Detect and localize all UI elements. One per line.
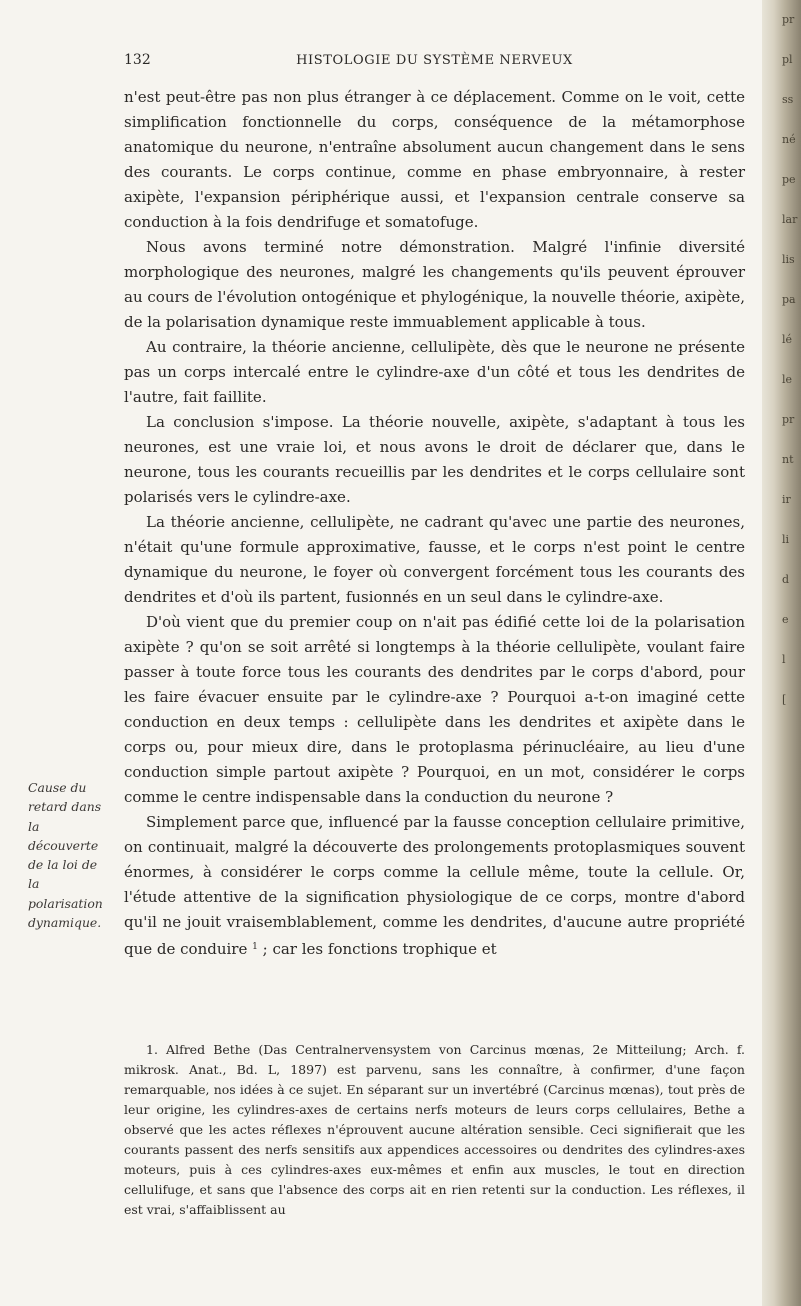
edge-glyph: l xyxy=(782,653,786,666)
footnote: 1. Alfred Bethe (Das Centralnervensystem von Carcinus mœnas, 2e Mitteilung; Arch. f. mikrosk. Anat., Bd. L, 1897) est parvenu, sans les connaître, à confirmer, d'une façon remarquable, nos idées à ce sujet. En séparant sur un invertébré (Carcinus mœnas), tout près de leur origine, les cylindres-axes de certains nerfs moteurs de leurs corps cellulaires, Bethe a observé que les actes réflexes n'éprouvent aucune altération sensible. Ceci signifierait que les courants passent des nerfs sensitifs aux appendices accessoires ou dendrites des cylindres-axes moteurs, puis à ces cylindres-axes eux-mêmes et enfin aux muscles, le tout en direction cellulifuge, et sans que l'absence des corps ait en rien retenti sur la conduction. Les réflexes, il est vrai, s'affaiblissent au xyxy=(124,1042,745,1217)
paragraph: La théorie ancienne, cellulipète, ne cadrant qu'avec une partie des neurones, n'était qu'une formule approximative, fausse, et le corps n'est point le centre dynamique du neurone, le foyer où convergent forcément tous les courants des dendrites et d'où ils partent, fusionnés en un seul dans le cylindre-axe. xyxy=(124,513,745,606)
edge-glyph xyxy=(782,1080,801,1120)
edge-glyph: lé xyxy=(782,333,793,346)
edge-glyph: pr xyxy=(782,13,795,26)
running-title: HISTOLOGIE DU SYSTÈME NERVEUX xyxy=(296,53,573,68)
edge-glyph: ss xyxy=(782,93,794,106)
footnote-reference: 1 xyxy=(252,942,258,952)
edge-glyph xyxy=(782,1240,801,1280)
body-text xyxy=(124,85,745,962)
paragraph: La conclusion s'impose. La théorie nouvelle, axipète, s'adaptant à tous les neurones, est une vraie loi, et nous avons le droit de déclarer que, dans le neurone, tous les courants recueillis par les dendrites et le corps cellulaire sont polarisés vers le cylindre-axe. xyxy=(124,413,745,506)
edge-glyph xyxy=(782,920,801,960)
margin-note: Cause du retard dans la découverte de la loi de la polarisation dynamique. xyxy=(28,780,103,931)
page-header xyxy=(124,52,745,72)
edge-glyph xyxy=(782,840,801,880)
edge-glyph xyxy=(782,1000,801,1040)
edge-glyph: d xyxy=(782,573,790,586)
paragraph-text: Simplement parce que, influencé par la fausse conception cellulaire primitive, on continuait, malgré la découverte des prolongements protoplasmiques souvent énormes, à considérer le corps comme la cellule même, toute la cellule. Or, l'étude attentive de la signification physiologique de ce corps, montre d'abord qu'il ne jouit vraisemblablement, comme les dendrites, d'aucune autre propriété que de conduire xyxy=(124,813,745,958)
edge-glyph: e xyxy=(782,613,789,626)
edge-glyphs xyxy=(782,0,801,1306)
edge-glyph xyxy=(782,880,801,920)
edge-glyph: le xyxy=(782,373,793,386)
edge-glyph xyxy=(782,1040,801,1080)
edge-glyph: [ xyxy=(782,693,787,706)
edge-glyph xyxy=(782,720,801,760)
paragraph: D'où vient que du premier coup on n'ait pas édifié cette loi de la polarisation axipète ? qu'on se soit arrêté si longtemps à la théorie cellulipète, voulant faire passer à toute force tous les courants des dendrites par le corps d'abord, pour les faire évacuer ensuite par le cylindre-axe ? Pourquoi a-t-on imaginé cette conduction en deux temps : cellulipète dans les dendrites et axipète dans le corps ou, pour mieux dire, dans le protoplasma périnucléaire, au lieu d'une conduction simple partout axipète ? Pourquoi, en un mot, considérer le corps comme le centre indispensable dans la conduction du neurone ? xyxy=(124,613,745,806)
edge-glyph xyxy=(782,1160,801,1200)
edge-glyph: pa xyxy=(782,293,796,306)
edge-glyph: li xyxy=(782,533,790,546)
footnotes xyxy=(124,1040,745,1220)
edge-glyph xyxy=(782,1120,801,1160)
paragraph: Au contraire, la théorie ancienne, cellulipète, dès que le neurone ne présente pas un corps intercalé entre le cylindre-axe d'un côté et tous les dendrites de l'autre, fait faillite. xyxy=(124,338,745,406)
edge-glyph xyxy=(782,1200,801,1240)
edge-glyph: né xyxy=(782,133,796,146)
edge-glyph: lar xyxy=(782,213,798,226)
next-page-edge xyxy=(762,0,801,1306)
edge-glyph: nt xyxy=(782,453,794,466)
edge-glyph: pe xyxy=(782,173,796,186)
edge-glyph: lis xyxy=(782,253,795,266)
paragraph-tail: ; car les fonctions trophique et xyxy=(257,940,497,958)
page-number: 132 xyxy=(124,52,151,68)
edge-glyph: ir xyxy=(782,493,791,506)
edge-glyph xyxy=(782,960,801,1000)
paragraph: n'est peut-être pas non plus étranger à ce déplacement. Comme on le voit, cette simplification fonctionnelle du corps, conséquence de la métamorphose anatomique du neurone, n'entraîne absolument aucun changement dans le sens des courants. Le corps continue, comme en phase embryonnaire, à rester axipète, l'expansion périphérique aussi, et l'expansion centrale conserve sa conduction à la fois dendrifuge et somatofuge. xyxy=(124,88,745,231)
edge-glyph: pr xyxy=(782,413,795,426)
edge-glyph xyxy=(782,800,801,840)
edge-glyph xyxy=(782,1280,801,1306)
edge-glyph xyxy=(782,760,801,800)
paragraph: Nous avons terminé notre démonstration. Malgré l'infinie diversité morphologique des neurones, malgré les changements qu'ils peuvent éprouver au cours de l'évolution ontogénique et phylogénique, la nouvelle théorie, axipète, de la polarisation dynamique reste immuablement applicable à tous. xyxy=(124,238,745,331)
paragraph-last xyxy=(124,810,745,962)
edge-glyph: pl xyxy=(782,53,793,66)
